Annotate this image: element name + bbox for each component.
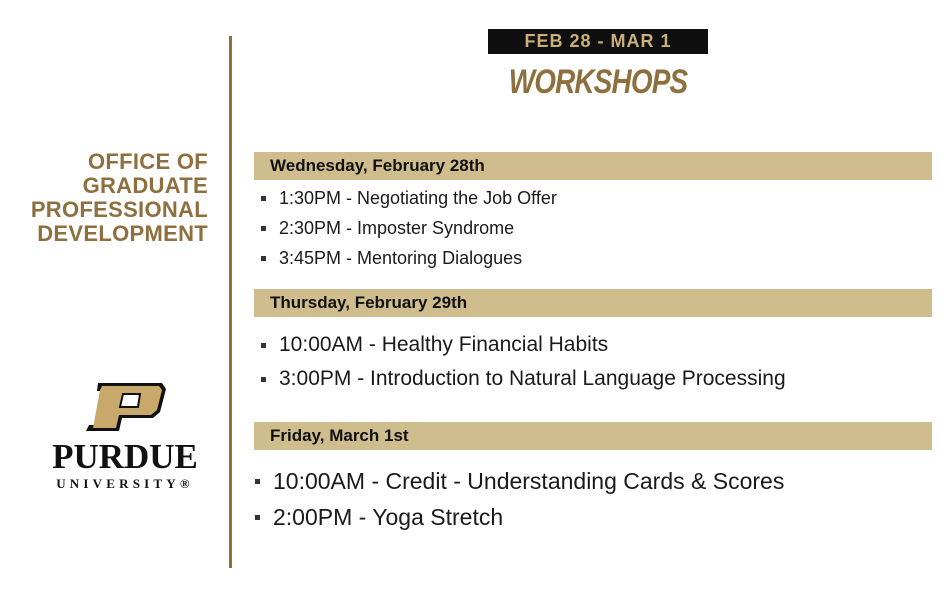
office-title-line: DEVELOPMENT xyxy=(37,221,208,246)
session-list-friday xyxy=(255,466,784,538)
session-item: 3:45PM - Mentoring Dialogues xyxy=(261,246,557,276)
day-heading-wednesday: Wednesday, February 28th xyxy=(254,152,932,180)
session-list-thursday xyxy=(261,331,786,399)
office-title-line: GRADUATE xyxy=(82,173,208,198)
university-subtitle: UNIVERSITY® xyxy=(56,476,194,491)
session-item: 2:00PM - Yoga Stretch xyxy=(255,502,784,538)
university-name: PURDUE xyxy=(52,437,198,476)
office-title-line: PROFESSIONAL xyxy=(30,197,208,222)
purdue-logo xyxy=(40,382,212,492)
session-item: 3:00PM - Introduction to Natural Language Processing xyxy=(261,365,786,399)
session-item: 10:00AM - Healthy Financial Habits xyxy=(261,331,786,365)
office-title-line: OFFICE OF xyxy=(87,149,208,174)
purdue-p-logo-icon xyxy=(84,382,168,432)
day-heading-thursday: Thursday, February 29th xyxy=(254,289,932,317)
session-item: 1:30PM - Negotiating the Job Offer xyxy=(261,186,557,216)
session-item: 2:30PM - Imposter Syndrome xyxy=(261,216,557,246)
page-title: WORKSHOPS xyxy=(508,63,688,101)
session-list-wednesday xyxy=(261,186,557,276)
session-item: 10:00AM - Credit - Understanding Cards & Scores xyxy=(255,466,784,502)
date-range-banner: FEB 28 - MAR 1 xyxy=(488,29,708,54)
office-title xyxy=(0,150,208,246)
day-heading-friday: Friday, March 1st xyxy=(254,422,932,450)
vertical-divider xyxy=(229,36,232,568)
